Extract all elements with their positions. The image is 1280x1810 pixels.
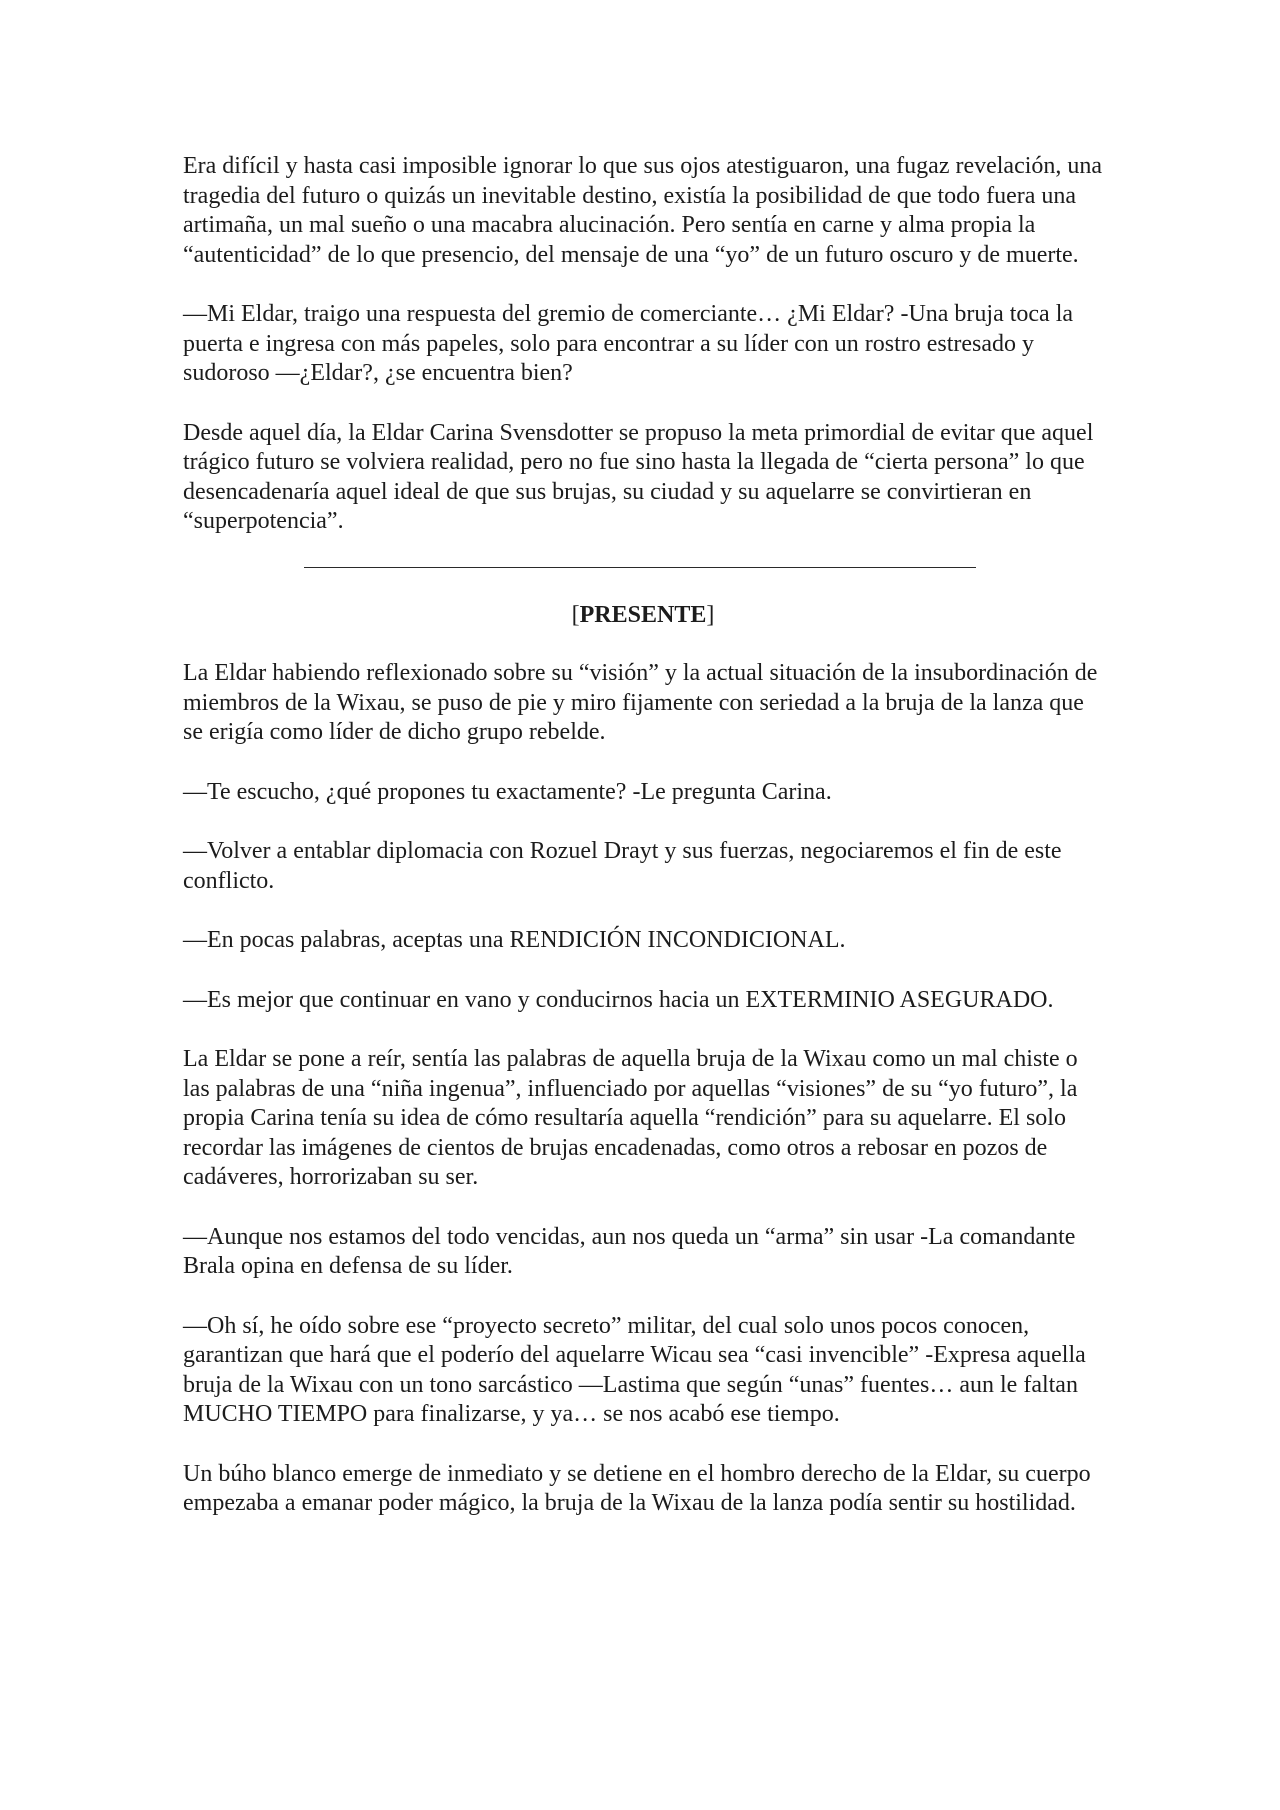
paragraph: —Mi Eldar, traigo una respuesta del gremio de comerciante… ¿Mi Eldar? -Una bruja toca la puerta e ingresa con más papeles, solo para encontrar a su líder con un rostro estresado y sudoroso —¿Eldar?, ¿se encuentra bien? xyxy=(183,301,1074,386)
heading-bracket-close: ] xyxy=(706,601,715,628)
paragraph: —Volver a entablar diplomacia con Rozuel Drayt y sus fuerzas, negociaremos el fin de este conflicto. xyxy=(183,838,1062,894)
paragraph: Era difícil y hasta casi imposible ignorar lo que sus ojos atestiguaron, una fugaz revelación, una tragedia del futuro o quizás un inevitable destino, existía la posibilidad de que todo fuera una artimaña, un mal sueño o una macabra alucinación. Pero sentía en carne y alma propia la “autenticidad” de lo que presencio, del mensaje de una “yo” de un futuro oscuro y de muerte. xyxy=(183,153,1103,268)
paragraph: La Eldar habiendo reflexionado sobre su “visión” y la actual situación de la insubordinación de miembros de la Wixau, se puso de pie y miro fijamente con seriedad a la bruja de la lanza que se erigía como líder de dicho grupo rebelde. xyxy=(183,660,1098,745)
paragraph: —Aunque nos estamos del todo vencidas, aun nos queda un “arma” sin usar -La comandante Brala opina en defensa de su líder. xyxy=(183,1223,1076,1279)
paragraph: —Te escucho, ¿qué propones tu exactamente? -Le pregunta Carina. xyxy=(183,778,832,805)
paragraph: La Eldar se pone a reír, sentía las palabras de aquella bruja de la Wixau como un mal chiste o las palabras de una “niña ingenua”, influenciado por aquellas “visiones” de su “yo futuro”, la propia Carina tenía su idea de cómo resultaría aquella “rendición” para su aquelarre. El solo recordar las imágenes de cientos de brujas encadenadas, como otros a rebosar en pozos de cadáveres, horrorizaban su ser. xyxy=(183,1046,1078,1190)
paragraph: Un búho blanco emerge de inmediato y se detiene en el hombro derecho de la Eldar, su cuerpo empezaba a emanar poder mágico, la bruja de la Wixau de la lanza podía sentir su hostilidad. xyxy=(183,1460,1091,1516)
paragraph: —Es mejor que continuar en vano y conducirnos hacia un EXTERMINIO ASEGURADO. xyxy=(183,986,1054,1013)
paragraph: —En pocas palabras, aceptas una RENDICIÓN INCONDICIONAL. xyxy=(183,927,846,953)
paragraph: Desde aquel día, la Eldar Carina Svensdotter se propuso la meta primordial de evitar que aquel trágico futuro se volviera realidad, pero no fue sino hasta la llegada de “cierta persona” lo que desencadenaría aquel ideal de que sus brujas, su ciudad y su aquelarre se convirtieran en “superpotencia”. xyxy=(183,419,1094,534)
heading-text: PRESENTE xyxy=(579,601,707,628)
document-page xyxy=(183,152,1103,1549)
section-heading xyxy=(183,601,1103,631)
section-divider xyxy=(304,567,976,568)
heading-bracket-open: [ xyxy=(571,601,580,628)
paragraph: —Oh sí, he oído sobre ese “proyecto secreto” militar, del cual solo unos pocos conocen, garantizan que hará que el poderío del aquelarre Wicau sea “casi invencible” -Expresa aquella bruja de la Wixau con un tono sarcástico —Lastima que según “unas” fuentes… aun le faltan MUCHO TIEMPO para finalizarse, y ya… se nos acabó ese tiempo. xyxy=(183,1312,1086,1427)
